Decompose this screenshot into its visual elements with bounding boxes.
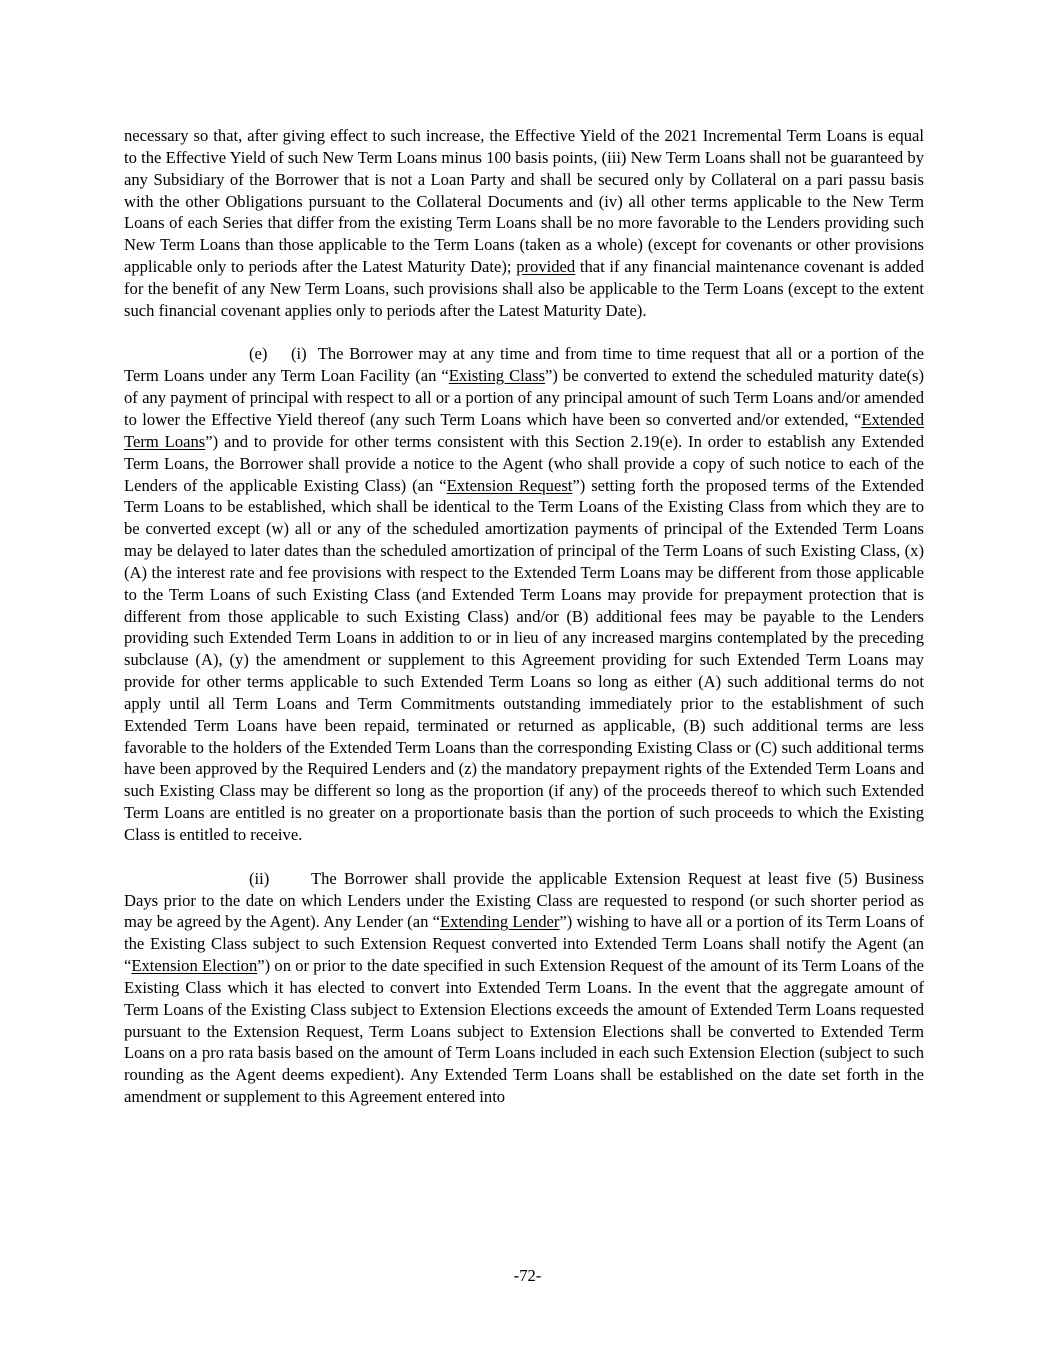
paragraph-text: necessary so that, after giving effect to such increase, the Effective Yield of the 2021 Incremental Term Loans is equal to the Effective Yield of such New Term Loans minus 100 basis points, (iii) New Term Loans shall not be guaranteed by any Subsidiary of the Borrower that is not a Loan Party and shall be secured only by Collateral on a pari passu basis with the other Obligations pursuant to the Collateral Documents and (iv) all other terms applicable to the New Term Loans of each Series that differ from the existing Term Loans shall be no more favorable to the Lenders providing such New Term Loans than those applicable to the Term Loans (taken as a whole) (except for covenants or other provisions applicable only to periods after the Latest Maturity Date);: [124, 126, 924, 277]
paragraph-text: The Borrower shall provide the applicable Extension Request at least five (5) Business Days prior to the date on which Lenders under the Existing Class are requested to respond (or such shorter period as may be agreed by the Agent). Any Lender (an “: [124, 868, 924, 932]
defined-term-extension-election: Extension Election: [131, 956, 258, 976]
defined-term-extended-term-loans: Extended Term Loans: [124, 409, 924, 451]
paragraph-text: ”) wishing to have all or a portion of its Term Loans of the Existing Class subject to such Extension Request converted into Extended Term Loans shall notify the Agent (an “: [124, 912, 924, 976]
paragraph-text: ”) on or prior to the date specified in such Extension Request of the amount of its Term Loans of the Existing Class which it has elected to convert into Extended Term Loans. In the event that the aggregate amount of Term Loans of the Existing Class subject to Extension Elections exceeds the amount of Extended Term Loans requested pursuant to the Extension Request, Term Loans subject to Extension Elections shall be converted to Extended Term Loans on a pro rata basis based on the amount of Term Loans included in each such Extension Election (subject to such rounding as the Agent deems expedient). Any Extended Term Loans shall be established on the date set forth in the amendment or supplement to this Agreement entered into: [124, 956, 924, 1107]
clause-label-i: (i): [291, 344, 307, 364]
clause-label-ii: (ii): [249, 868, 270, 888]
paragraph-text: ”) setting forth the proposed terms of the Extended Term Loans to be established, which shall be identical to the Term Loans of the Existing Class from which they are to be converted except (w) all or any of the scheduled amortization payments of principal of the Extended Term Loans may be delayed to later dates than the scheduled amortization of principal of the Term Loans of such Existing Class, (x) (A) the interest rate and fee provisions with respect to the Extended Term Loans may be different from those applicable to the Term Loans of such Existing Class (and Extended Term Loans may provide for prepayment protection that is different from those applicable to such Existing Class) and/or (B) additional fees may be payable to the Lenders providing such Extended Term Loans in addition to or in lieu of any increased margins contemplated by the preceding subclause (A), (y) the amendment or supplement to this Agreement providing for such Extended Term Loans may provide for other terms applicable to such Extended Term Loans so long as either (A) such additional terms do not apply until all Term Loans and Term Commitments outstanding immediately prior to the establishment of such Extended Term Loans have been repaid, terminated or returned as applicable, (B) such additional terms are less favorable to the holders of the Extended Term Loans than the corresponding Existing Class or (C) such additional terms have been approved by the Required Lenders and (z) the mandatory prepayment rights of the Extended Term Loans and such Existing Class may be different so long as the proportion (if any) of the proceeds thereof to which such Extended Term Loans are entitled is no greater on a proportionate basis than the portion of such proceeds to which the Existing Class is entitled to receive.: [124, 475, 924, 844]
document-page-body: [124, 125, 924, 1108]
page-number: -72-: [513, 1266, 542, 1285]
paragraph-e-ii: [124, 868, 924, 1108]
clause-label-e: (e): [249, 344, 268, 364]
defined-term-extension-request: Extension Request: [446, 475, 573, 495]
paragraph-text: that if any financial maintenance covenant is added for the benefit of any New Term Loans, such provisions shall also be applicable to the Term Loans (except to the extent such financial covenant applies only to periods after the Latest Maturity Date).: [124, 257, 925, 320]
defined-term-provided: provided: [516, 257, 576, 277]
paragraph-text: The Borrower may at any time and from time to time request that all or a portion of the Term Loans under any Term Loan Facility (an “: [124, 344, 925, 386]
paragraph-text: ”) and to provide for other terms consistent with this Section 2.19(e). In order to establish any Extended Term Loans, the Borrower shall provide a notice to the Agent (who shall provide a copy of such notice to each of the Lenders of the applicable Existing Class) (an “: [124, 431, 924, 495]
paragraph-e-i: [124, 343, 924, 845]
paragraph-text: ”) be converted to extend the scheduled maturity date(s) of any payment of principal with respect to all or a portion of any principal amount of such Term Loans and/or amended to lower the Effective Yield thereof (any such Term Loans which have been so converted and/or extended, “: [124, 366, 924, 429]
defined-term-existing-class: Existing Class: [448, 366, 546, 386]
paragraph-d-continuation: [124, 125, 924, 322]
defined-term-extending-lender: Extending Lender: [439, 912, 560, 932]
